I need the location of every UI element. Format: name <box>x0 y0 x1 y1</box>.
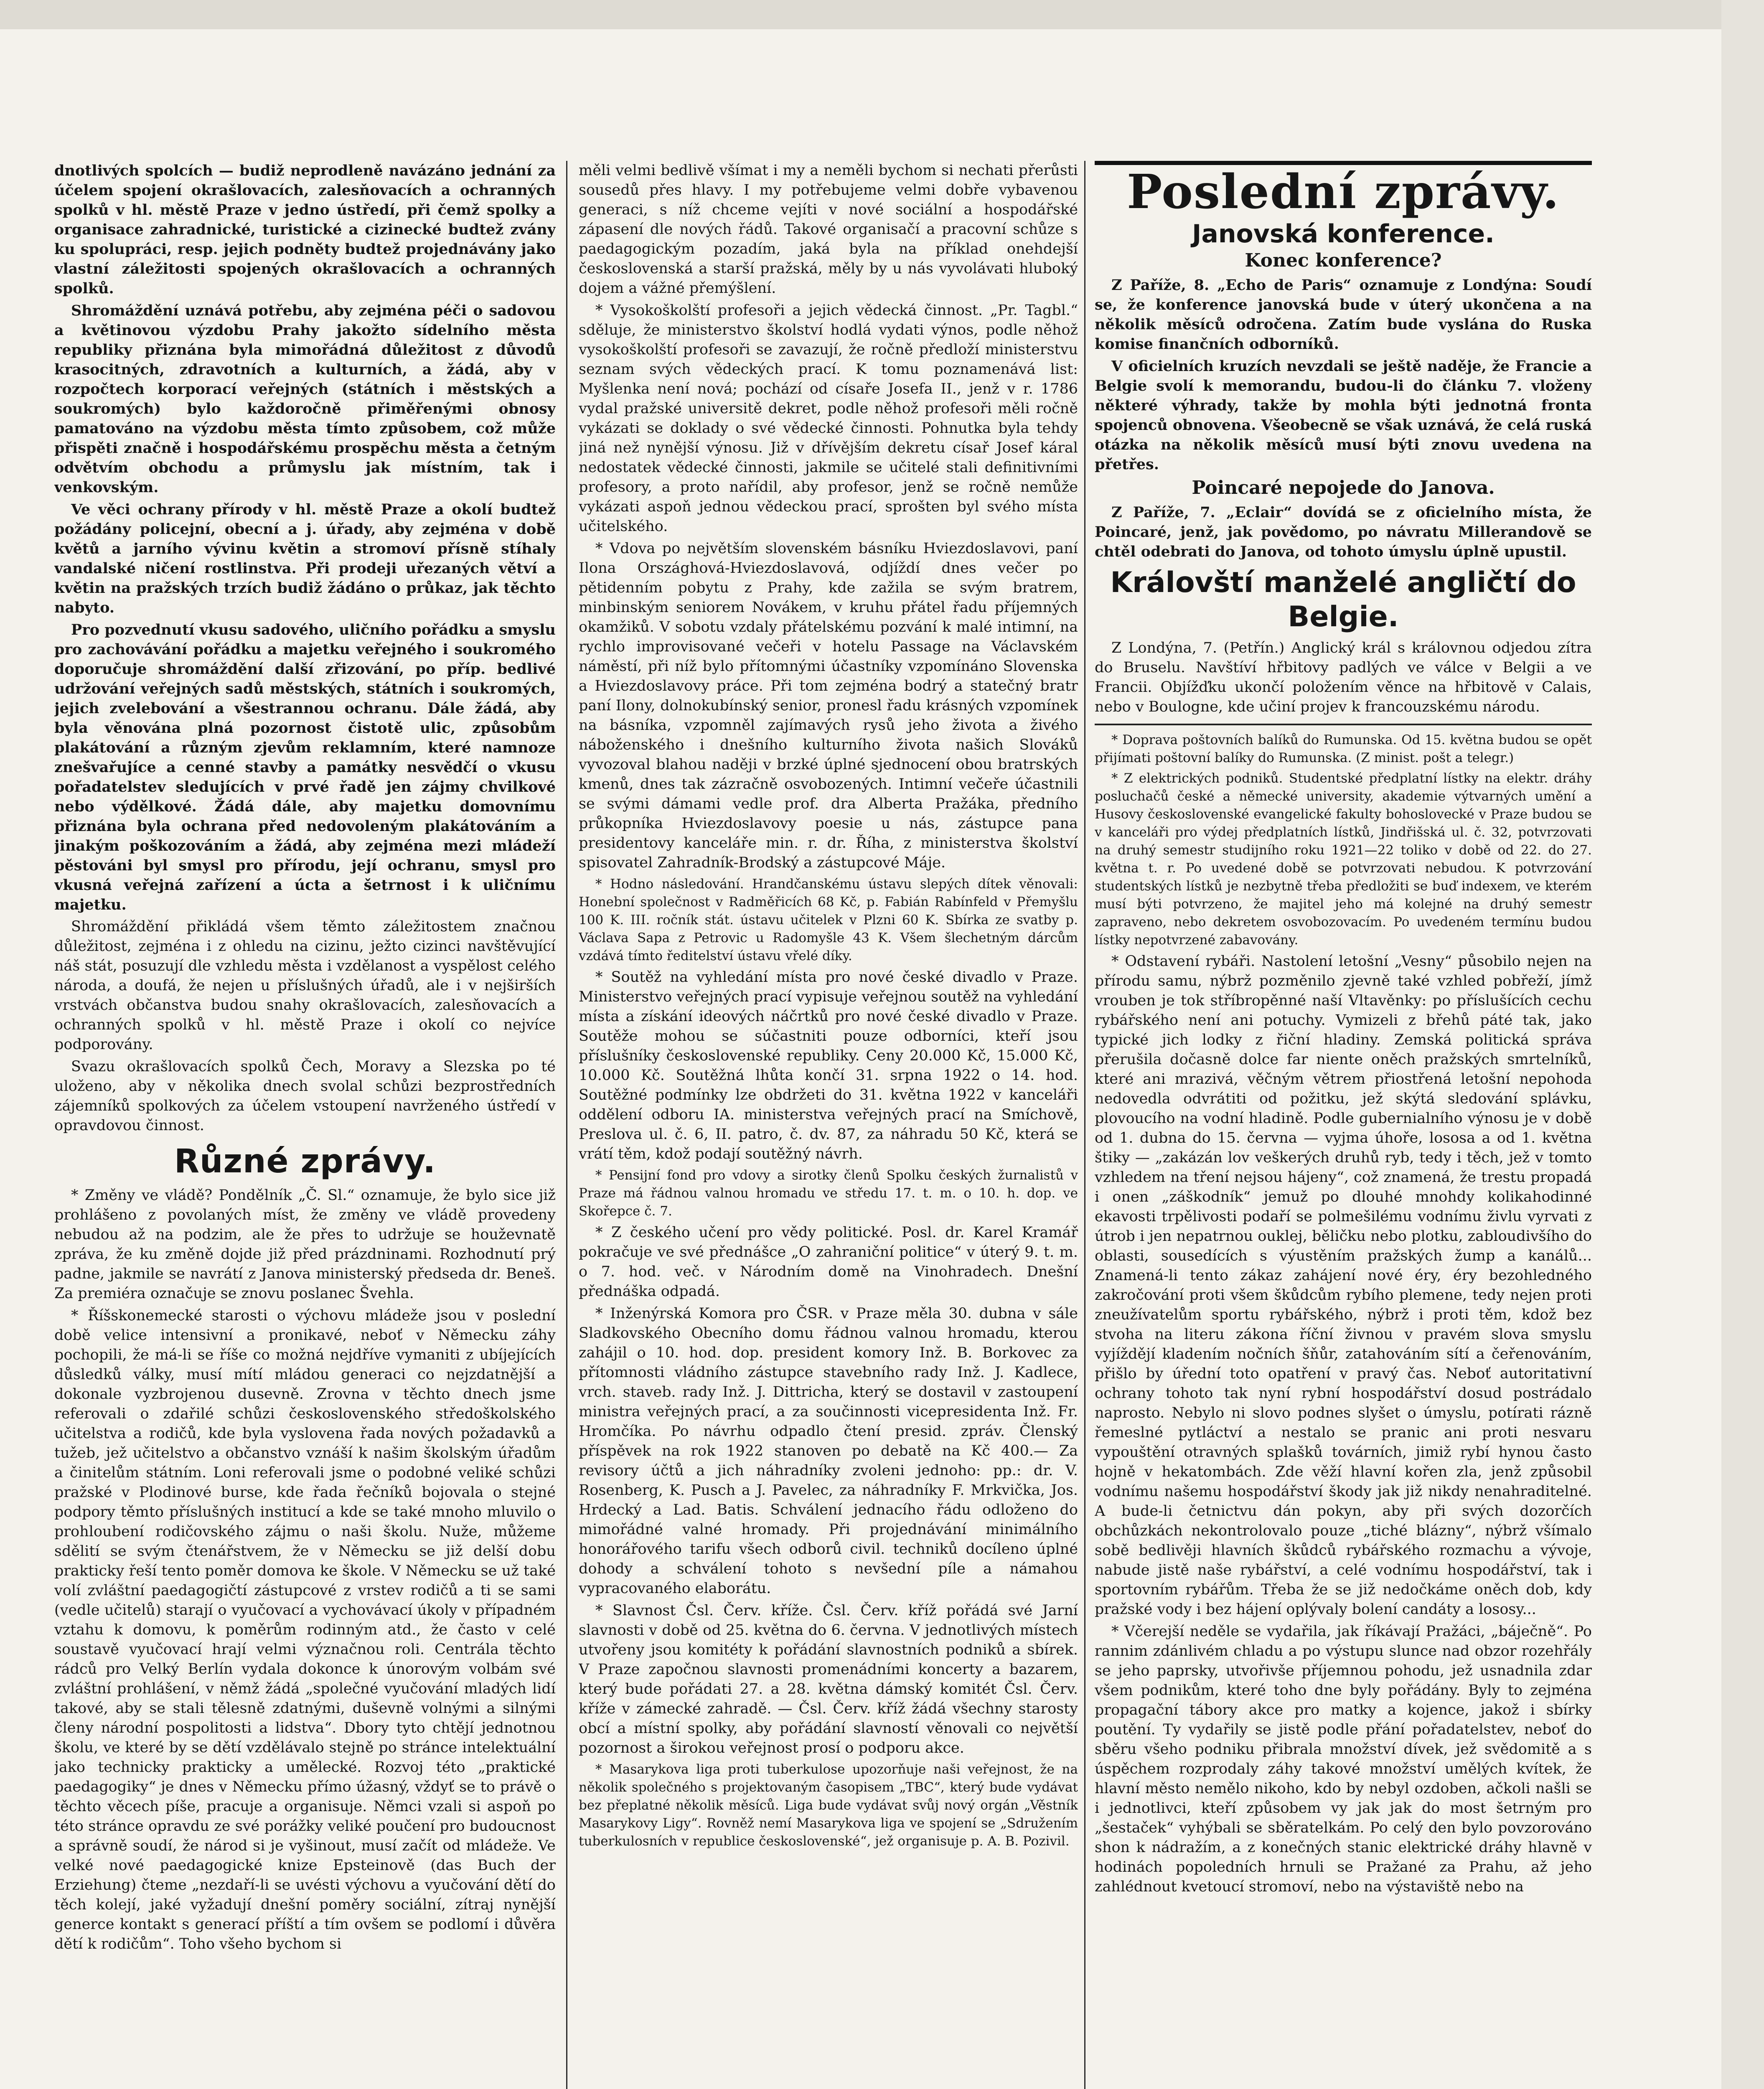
article-paragraph: * Masarykova liga proti tuberkulose upozorňuje naši veřejnost, že na několik společného s projektovaným časopisem „TBC“, který bude vydávat bez přeplatné několik měsíců. Liga bude vydávat svůj nový orgán „Věstník Masarykovy Ligy“. Rovněž nemí Masarykova liga ve spojení se „Sdružením tuberkulosních v republice československé“, jež organisuje p. A. B. Pozivil. <box>579 1762 1078 1849</box>
article-paragraph: * Vdova po největším slovenském básníku Hviezdoslavovi, paní Ilona Országhová-Hviezdoslavová, odjíždí dnes večer po pětidenním pobytu z Prahy, kde zažila se svým bratrem, minbinským seniorem Novákem, v kruhu přátel řadu příjemných okamžiků. V sobotu vzdaly přátelskému pozvání k malé intimní, na rychlo improvisované večeři v hotelu Passage na Václavském náměstí, při níž bylo přítomnými účastníky vzpomínáno Slovenska a Hviezdoslavovy práce. Při tom zejména bodrý a statečný bratr paní Ilony, dolnokubínský senior, pronesl řadu krásných vzpomínek na básníka, vzpomněl zajímavých rysů jeho života a živého náboženského i dnešního kulturního života našich Slováků vyvozoval blahou naději v brzké úplné sjednocení obou bratrských kmenů, dnes tak zázračně osvobozených. Intimní večeře účastnili se svými dámami vedle prof. dra Alberta Pražáka, předního průkopníka Hviezdoslavovy poesie u nás, zástupce pana presidentovy kanceláře min. r. dr. Říha, z ministerstva školství spisovatel Zahradník-Brodský a zástupcové Máje. <box>579 540 1078 871</box>
headline: Janovská konference. <box>1192 219 1495 249</box>
section-heading: Různé zprávy. <box>174 1143 436 1180</box>
article-paragraph: měli velmi bedlivě všímat i my a neměli bychom si nechati přerůsti sousedů přes hlavy. I my potřebujeme velmi dobře vybavenou generaci, s níž chceme vejíti v nové sociální a hospodářské zápasení dle nových řádů. Takové organisačí a pracovní schůze s paedagogickým pozadím, jaká byla na příklad onehdejší československá a starší pražská, měly by u nás vyvolávati hluboký dojem a vážné přemýšlení. <box>579 162 1078 297</box>
article-paragraph: * Hodno následování. Hrandčanskému ústavu slepých dítek věnovali: Honební společnost v Radměřicích 68 Kč, p. Fabián Rabínfeld v Přemyšlu 100 K. III. ročník stát. ústavu učitelek v Plzni 60 K. Sbírka ze svatby p. Václava Sapa z Petrovic u Radomyšle 43 K. Všem šlechetným dárcům vzdává tímto ředitelství ústavu vřelé díky. <box>579 877 1078 963</box>
article-paragraph: Z Paříže, 8. „Echo de Paris“ oznamuje z Londýna: Soudí se, že konference janovská bude v úterý ukončena a na několik měsíců odročena. Zatím bude vyslána do Ruska komise finančních odborníků. <box>1095 277 1592 353</box>
article-paragraph: * Soutěž na vyhledání místa pro nové české divadlo v Praze. Ministerstvo veřejných prací vypisuje veřejnou soutěž na vyhledání místa a získání ideových náčrtků pro nové české divadlo v Praze. Soutěže mohou se súčastniti pouze odborníci, kteří jsou příslušníky československé republiky. Ceny 20.000 Kč, 15.000 Kč, 10.000 Kč. Soutěžná lhůta končí 31. srpna 1922 o 14. hod. Soutěžné podmínky lze obdržeti do 31. května 1922 v kanceláři oddělení odboru IA. ministerstva veřejných prací na Smíchově, Preslova ul. č. 6, II. patro, č. dv. 87, za náhradu 50 Kč, která se vrátí těm, kdož podají soutěžný návrh. <box>579 969 1078 1162</box>
column-3 <box>1095 161 1592 2089</box>
article-paragraph: dnotlivých spolcích — budiž neprodleně navázáno jednání za účelem spojení okrašlovacích, zalesňovacích a ochranných spolků v hl. městě Praze v jedno ústředí, při čemž spolky a organisace zahradnické, turistické a cizinecké budtež zvány ku spolupráci, resp. jejich podněty budtež projednávány jako vlastní záležitosti spojených okrašlovacích a ochranných spolků. <box>54 162 556 297</box>
subheadline: Konec konference? <box>1245 250 1442 271</box>
article-paragraph: * Říšskonemecké starosti o výchovu mládeže jsou v poslední době velice intensivní a pronikavé, neboť v Německu záhy pochopili, že má-li se říše co možná nejdříve vymaniti z ubíjejících důsledků války, musí mítí mládou generaci co nejzdatnější a dokonale vyzbrojenou dusevně. Zrovna v těchto dnech jsme referovali o zdařilé schůzi československého středoškolského učitelstva a rodičů, kde byla vyslovena řada nových požadavků a tužeb, jež učitelstvo a občanstvo vznáší k našim školským úřadům a činitelům státním. Loni referovali jsme o podobné veliké schůzi pražské v Plodinové burse, kde řada řečníků bojovala o stejné podpory těmto příslušných institucí a kde se také mnoho mluvilo o prohloubení rodičovského zájmu o naši školu. Nuže, můžeme sdělití se svým čtenářstvem, že v Německu se již delší dobu prakticky řeší tento poměr domova ke škole. V Německu se už také volí zvláštní paedagogičtí zástupcové z vrstev rodičů a ti se sami (vedle učitelů) starají o vyučovací a vychovávací úkoly v případném vztahu k domovu, k poměrům rodinným atd., že často v celé soustavě vyučovací hrají velmi význačnou roli. Centrála těchto rádců pro Velký Berlín vydala dokonce k únorovým volbám své zvláštní prohlášení, v němž žádá „společné vyučování mladých lidí takové, aby se stali tělesně zdatnými, duševně volnými a silnými členy národní pospolitosti a lidstva“. Dbory tyto chtějí jednotnou školu, ve které by se dětí vzdělávalo stejně po stránce intelektuální jako technicky prakticky a umělecké. Rozvoj této „praktické paedagogiky“ je dnes v Německu přímo úžasný, vždyť se to právě o těchto věcech píše, pracuje a organisuje. Němci vzali si aspoň po této stránce opravdu ze své porážky veliké poučení pro budoucnost a správně soudí, že národ si je vyšinout, musí začít od mládeže. Ve velké nové paedagogické knize Epsteinově (das Buch der Erziehung) čteme „nezdaří-li se uvésti výchovu a vyučování dětí do těch kolejí, jaké vyžadují dnešní poměry sociální, zítraj nynější generce kontakt s generací příští a tím ovšem se podlomí i důvěra dětí k rodičům“. Toho všeho bychom si <box>54 1307 556 1952</box>
article-paragraph: Ve věci ochrany přírody v hl. městě Praze a okolí budtež požádány policejní, obecní a j. úřady, aby zejména v době květů a jarního vývinu květin a stromoví přísně stíhaly vandalské ničení rostlinstva. Při prodeji uřezaných větví a květin na pražských trzích budiž žádáno o průkaz, jak těchto nabyto. <box>54 501 556 616</box>
column-rule <box>566 161 567 2089</box>
section-divider <box>1095 724 1592 725</box>
article-paragraph: Shromáždění uznává potřebu, aby zejména péči o sadovou a květinovou výzdobu Prahy jakožto sídelního města republiky přiznána byla mimořádná důležitost z důvodů krasocitných, zdravotních a kulturních, a žádá, aby v rozpočtech korporací veřejných (státních i městských a soukromých) bylo každoročně přiměřenými obnosy pamatováno na výzdobu města tímto způsobem, což může přispěti značně i hospodářskému prospěchu města a četným odvětvím obchodu a průmyslu jak místním, tak i venkovským. <box>54 302 556 496</box>
article-paragraph: Pro pozvednutí vkusu sadového, uličního pořádku a smyslu pro zachovávání pořádku a majetku veřejného i soukromého doporučuje shromáždění další zřizování, po příp. bedlivé udržování veřejných sadů městských, státních i soukromých, jejich zvelebování a všestrannou ochranu. Dále žádá, aby byla věnována plná pozornost čistotě ulic, způsobům plakátování a různým zjevům reklamním, které namnoze znešvařujíce a cenné stavby a památky nesvědčí o vkusu pořadatelstev sledujících v prvé řadě jen zájmy chvilkové nebo výdělkové. Žádá dále, aby majetku domovnímu přiznána byla ochrana před nedovoleným plakátováním a jinakým poškozováním a žádá, aby zejména mezi mládeží pěstováni byl smysl pro přírodu, její ochranu, smysl pro vkusná veřejná zařízení a úcta a šetrnost i k uličnímu majetku. <box>54 621 556 913</box>
article-paragraph: * Z českého učení pro vědy politické. Posl. dr. Karel Kramář pokračuje ve své přednášce „O zahraniční politice“ v úterý 9. t. m. o 7. hod. več. v Národním domě na Vinohradech. Dnešní přednáška odpadá. <box>579 1224 1078 1300</box>
article-paragraph: * Inženýrská Komora pro ČSR. v Praze měla 30. dubna v sále Sladkovského Obecního domu řádnou valnou hromadu, kterou zahájil o 10. hod. dop. president komory Inž. B. Borkovec za přítomnosti vládního zástupce stavebního rady Inž. J. Kadlece, vrch. staveb. rady Inž. J. Dittricha, který se dostavil v zastoupení ministra veřejných prací, a za součinnosti vicepresidenta Inž. Fr. Hromčíka. Po návrhu odpadlo čtení presid. zpráv. Členský příspěvek na rok 1922 stanoven po debatě na Kč 400.— Za revisory účtů a jich náhradníky zvoleni jednoho: pp.: dr. V. Rosenberg, K. Pusch a J. Pavelec, za náhradníky F. Mrkvička, Jos. Hrdecký a Lad. Batis. Schválení jednacího řádu odloženo do mimořádné valné hromady. Při projednávání minimálního honorářového tarifu všech odborů civil. techniků docíleno úplné dohody a schválení tohoto s nevšední píle a námahou vypracovaného elaborátu. <box>579 1305 1078 1597</box>
article-paragraph: * Z elektrických podniků. Studentské předplatní lístky na elektr. dráhy posluchačů české a německé university, akademie výtvarných umění a Husovy československé evangelické fakulty bohoslovecké v Praze budou se v kanceláři pro výdej předplatních lístků, Jindřišská ul. č. 32, potvrzovati na druhý semestr studijního roku 1921—22 toliko v době od 22. do 27. května t. r. Po uvedené době se potvrzovati nebudou. K potvrzování studentských lístků je nezbytně třeba předložiti se buď indexem, ve kterém musí býti potvrzeno, že majitel jeho má kolejné na druhý semestr zapraveno, nebo dekretem osvobozovacím. Po uvedeném termínu budou lístky nepotvrzené zabavovány. <box>1095 771 1592 948</box>
article-paragraph: * Včerejší neděle se vydařila, jak říkávají Pražáci, „báječně“. Po rannim zdánlivém chladu a po výstupu slunce nad obzor rozehřály se jeho paprsky, utvořivše příjemnou pohodu, jež usnadnila zdar všem podnikům, které toho dne byly pořádány. Byly to zejména propagační tábory akce pro matky a kojence, jakož i sbírky poutění. Ty vydařily se jistě podle přání pořadatelstev, neboť do sběru všeho podniku přibrala množství dívek, jež svědomitě a s úspěchem rozprodaly záhy takové množství umělých kvítek, že hlavní město nemělo nikoho, kdo by nebyl ozdoben, ačkoli našli se i jednotlivci, kteří způsobem vy jak jak do most šetrným pro „šestaček“ vyhýbali se sběratelkám. Po celý den bylo povzorováno shon k nádražím, a z konečných stanic elektrické dráhy hlavně v hodinách popoledních hrnuli se Pražané za Prahu, až jeho zahlédnout kvetoucí stromoví, nebo na výstaviště nebo na <box>1095 1623 1592 1895</box>
article-paragraph: * Vysokoškolští profesoři a jejich vědecká činnost. „Pr. Tagbl.“ sděluje, že ministerstvo školství hodlá vydati výnos, podle něhož vysokoškolští profesoři se zavazují, že ročně předloží ministerstvu seznam svých vědeckých prací. K tomu poznamenává list: Myšlenka není nová; pochází od císaře Josefa II., jenž v r. 1786 vydal pražské universitě dekret, podle něhož profesoři měli ročně vykázati se doklady o své vědecké činnosti. Pohnutka byla tehdy jiná než nynější výnosu. Již v dřívějším dekretu císař Josef káral nedostatek vědecké činnosti, jakmile se učitelé stali definitivními profesory, a proto nařídil, aby profesor, jenž se ročně nemůže vykázati aspoň jednou vědeckou prací, sprošten byl svého místa učitelského. <box>579 302 1078 535</box>
masthead-latest-news: Poslední zprávy. <box>1095 161 1592 217</box>
article-paragraph: * Doprava poštovních balíků do Rumunska. Od 15. května budou se opět přijímati poštovní balíky do Rumunska. (Z minist. pošt a telegr.) <box>1095 732 1592 765</box>
article-paragraph: Z Paříže, 7. „Eclair“ dovídá se z oficielního místa, že Poincaré, jenž, jak povědomo, po návratu Millerandově se chtěl odebrati do Janova, od tohoto úmyslu úplně upustil. <box>1095 504 1592 560</box>
article-paragraph: Svazu okrašlovacích spolků Čech, Moravy a Slezska po té uloženo, aby v několika dnech svolal schůzi bezprostředních zájemníků spolkových za účelem vstoupení navrženého ústředí v opravdovou činnost. <box>54 1058 556 1134</box>
headline: Královští manželé angličtí do Belgie. <box>1110 566 1576 633</box>
article-paragraph: * Změny ve vládě? Pondělník „Č. Sl.“ oznamuje, že bylo sice již prohlášeno z povolaných míst, že změny ve vládě provedeny nebudou až na podzim, ale že přes to udržuje se houževnatě zpráva, že ku změně dojde již před prázdninami. Rozhodnutí prý padne, jakmile se navrátí z Janova ministerský předseda dr. Beneš. Za premiéra označuje se znovu poslanec Švehla. <box>54 1187 556 1302</box>
column-1 <box>54 161 556 2089</box>
article-paragraph: * Slavnost Čsl. Červ. kříže. Čsl. Červ. kříž pořádá své Jarní slavnosti v době od 25. května do 6. června. V jednotlivých místech utvořeny jsou komitéty k pořádání slavnostních podniků a sbírek. V Praze započnou slavnosti promenádními koncerty a bazarem, který bude pořádati 27. a 28. května dámský komitét Čsl. Červ. kříže v zámecké zahradě. — Čsl. Červ. kříž žádá všechny starosty obcí a místní spolky, aby pořádání slavností věnovali co největší pozornost a širokou veřejnost prosí o podporu akce. <box>579 1602 1078 1756</box>
article-paragraph: Shromáždění přikládá všem těmto záležitostem značnou důležitost, zejména i z ohledu na cizinu, ježto cizinci navštěvující náš stát, posuzují dle vzhledu města i vzdělanost a vyspělost celého národa, a doufá, že nejen u příslušných úřadů, ale i v nejširších vrstvách občanstva budou snahy okrašlovacích, zalesňovacích a ochranných spolků v hl. městě Praze i okolí co nejvíce podporovány. <box>54 918 556 1053</box>
article-paragraph: V oficielních kruzích nevzdali se ještě naděje, že Francie a Belgie svolí k memorandu, budou-li do článku 7. vloženy některé výhrady, takže by mohla býti jednotná fronta spojenců obnovena. Všeobecně se však uznává, že celá ruská otázka na několik měsíců musí býti znovu uvedena na přetřes. <box>1095 358 1592 473</box>
article-paragraph: * Odstavení rybáři. Nastolení letošní „Vesny“ působilo nejen na přírodu samu, nýbrž pozměnilo zjevně také vzhled pobřeží, jímž vrouben je tok stříbropěnné naší Vltavěnky: po příslušících cechu rybářského není ani potuchy. Vymizeli z břehů páté tak, jako typické jich lodky z řiční hladiny. Zemská politická správa přerušila dočasně dolce far niente oněch pražských smrtelníků, které ani mrazivá, věčným větrem přiostřená letošní nepohoda nedovedla odvrátiti od požitku, jež skýtá sledování splávku, plovoucího na vodní hladině. Podle gubernialního výnosu je v době od 1. dubna do 15. června — vyjma úhoře, lososa a od 1. května štiky — „zakázán lov veškerých druhů ryb, tedy i těch, jež v tomto vzhledem na tření nejsou hájeny“, což znamená, že trestu propadá i onen „záškodník“ jemuž po dlouhé mnohdy kolikahodinné ekavosti trpělivosti podaří se polmešilému vodnímu živlu vyrvati z útrob i jen nepatrnou ouklej, běličku nebo plotku, zabloudivšího do oblasti, sousedících s výustěním pražských žump a kanálů... Znamená-li tento zákaz zahájení nové éry, éry bezohledného zakročování proti všem škůdcům rybího plemene, tedy nejen proti zneužívatelům sportu rybářského, nýbrž i proti těm, kdož bez stvoha na literu zákona říční živnou v pravém slova smyslu vyjíždějí kladením nočních šňůr, zatahováním sítí a čeřenováním, přišlo by úřední toto opatření v pravý čas. Neboť autoritativní ochrany tohoto tak nyní rybní hospodářství dosud postrádalo naprosto. Nebylo ni slovo podnes slyšet o úmyslu, potírati rázně řemeslné pytláctví a nestalo se pranic ani proti nesvaru vypouštění otravných splašků továrních, jimiž rybí hynou často hojně v hekatombách. Zde věží hlavní kořen zla, jenž způsobil vodnímu našemu hospodářství škody jak již nikdy nenahraditelné. A bude-li četnictvu dán pokyn, aby při svých dozorčích obchůzkách nekontrolovalo pouze „tiché blázny“, nýbrž všímalo sobě bedlivěji hlavních škůdců rybářského rozmachu a vývoje, nabude jistě naše rybářství, a celé vodnímu hospodářství, tak i sportovním rybářům. Třeba že se již nedočkáme oněch dob, kdy pražské vody i bez hájení oplývaly bolení candáty a lososy... <box>1095 953 1592 1618</box>
column-rule <box>1084 161 1085 2089</box>
article-paragraph: Z Londýna, 7. (Petřín.) Anglický král s královnou odjedou zítra do Bruselu. Navštíví hřbitovy padlých ve válce v Belgii a ve Francii. Objížďku ukončí položením věnce na hřbitově v Calais, nebo v Boulogne, kde učiní projev k francouzskému národu. <box>1095 640 1592 715</box>
article-paragraph: * Pensijní fond pro vdovy a sirotky členů Spolku českých žurnalistů v Praze má řádnou valnou hromadu ve středu 17. t. m. o 10. h. dop. ve Skořepce č. 7. <box>579 1168 1078 1219</box>
column-2 <box>579 161 1078 2089</box>
headline: Poincaré nepojede do Janova. <box>1192 477 1495 498</box>
